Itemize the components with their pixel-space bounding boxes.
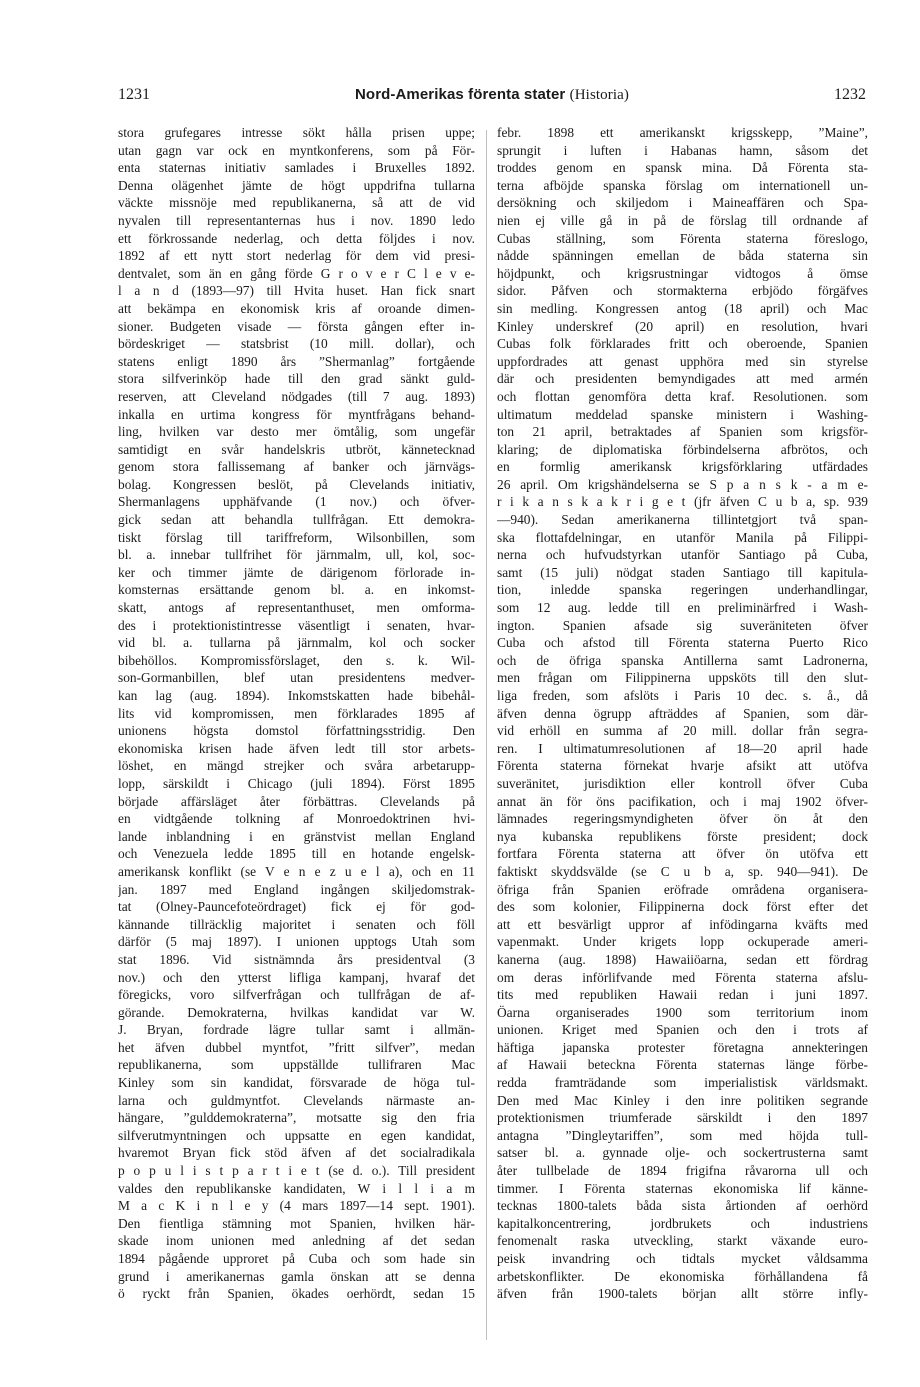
text-line: Cubas folk förklarades fritt och oberoende, Spanien (497, 336, 868, 352)
text-line: löshet, en mängd strejker och svåra arbetarupp- (118, 758, 475, 774)
text-line: ett förkrossande nederlag, och detta följdes i nov. (118, 230, 475, 246)
text-line: häftiga japanska protester företagna annekteringen (497, 1039, 868, 1055)
text-line: reserven, att Cleveland nödgades (till 7 aug. 1893) (118, 388, 475, 404)
text-line: och flottan genomföra detta kraf. Resolutionen. som (497, 388, 868, 404)
column-divider (486, 130, 487, 1340)
text-line: af Hawaii beteckna Förenta staternas länge förbe- (497, 1057, 868, 1073)
text-line: kanerna (aug. 1898) Hawaiiöarna, sedan ett fördrag (497, 951, 868, 967)
text-line: bibehöllos. Kompromissförslaget, den s. k. Wil- (118, 652, 475, 668)
text-line: annat än för öns pacifikation, och i maj 1902 öfver- (497, 793, 868, 809)
text-line: Den fientliga stämning mot Spanien, hvilken här- (118, 1215, 475, 1231)
text-line: en vidtgående tolkning af Monroedoktrinen hvi- (118, 811, 475, 827)
text-line: enta staternas initiativ samlades i Bruxelles 1892. (118, 160, 475, 176)
text-line: fenomenalt raska utveckling, starkt växande euro- (497, 1233, 868, 1249)
text-line: dersökning och skiljedom i Maineaffären och Spa- (497, 195, 868, 211)
left-text-column (118, 124, 475, 1303)
text-line: unionen. Kriget med Spanien och den i trots af (497, 1022, 868, 1038)
text-line: republikanerna, som uppställde tullifraren Mac (118, 1057, 475, 1073)
text-line: samtidigt en svår handelskris utbröt, kännetecknad (118, 441, 475, 457)
text-line: nien ej ville gå in på de förslag till ordnande af (497, 212, 868, 228)
text-line: bl. a. innebar tullfrihet för järnmalm, ull, kol, soc- (118, 547, 475, 563)
title-main: Nord-Amerikas förenta stater (355, 86, 566, 103)
text-line: troddes genom en spansk mina. Då Förenta sta- (497, 160, 868, 176)
text-line: skade inom unionen med anledning af det sedan (118, 1233, 475, 1249)
text-line: sioner. Budgeten visade — första gången efter in- (118, 318, 475, 334)
text-line: larna och guldmyntfot. Clevelands närmaste an- (118, 1092, 475, 1108)
text-line: att ett besvärligt uppror af infödingarna kväfts med (497, 916, 868, 932)
text-line: dentvalet, som än en gång förde G r o v e r C l e v e- (118, 265, 475, 281)
text-line: het äfven dubbel myntfot, ”fritt silfver”, medan (118, 1039, 475, 1055)
text-line: tiskt förslag till tariffreform, Wilsonbillen, som (118, 529, 475, 545)
text-line: grund i amerikanernas gamla önskan att se denna (118, 1268, 475, 1284)
text-line: timmer. I Förenta staternas ekonomiska lif känne- (497, 1180, 868, 1196)
text-line: Shermanlagens upphäfvande (1 nov.) och öfver- (118, 494, 475, 510)
text-line: klaring; de diplomatiska förbindelserna afbrötos, och (497, 441, 868, 457)
text-line: genom stora fallissemang af banker och järnvägs- (118, 459, 475, 475)
text-line: som 12 aug. ledde till en preliminärfred i Wash- (497, 600, 868, 616)
text-line: son-Gormanbillen, blef utan presidentens medver- (118, 670, 475, 686)
text-line: där och presidenten bemyndigades att med armén (497, 371, 868, 387)
text-line: äfven från 1900-talets början allt större infly- (497, 1286, 868, 1302)
text-line: och de öfriga spanska Antillerna samt Ladronerna, (497, 652, 868, 668)
text-line: ekonomiska krisen hade äfven ledt till stor arbets- (118, 740, 475, 756)
text-line: suveränitet, jurisdiktion eller kontroll öfver Cuba (497, 775, 868, 791)
text-line: började affärsläget åter förbättras. Clevelands på (118, 793, 475, 809)
text-line: febr. 1898 ett amerikanskt krigsskepp, ”Maine”, (497, 125, 868, 140)
text-line: inkalla en urtima kongress för myntfrågans behand- (118, 406, 475, 422)
text-line: Den med Mac Kinley i den inre politiken segrande (497, 1092, 868, 1108)
text-line: 1892 af ett nytt stort nederlag för dem vid presi- (118, 248, 475, 264)
text-line: vapenmakt. Under krigets lopp ockuperade ameri- (497, 934, 868, 950)
text-line: Förenta staterna förnekat hvarje afsikt att utöfva (497, 758, 868, 774)
text-line: sin medling. Kongressen antog (18 april) och Mac (497, 300, 868, 316)
text-line: des i protektionistintresse väsentligt i senaten, hvar- (118, 617, 475, 633)
text-line: ling, hvilken var desto mer ömtålig, som ungefär (118, 424, 475, 440)
text-line: Öarna organiserades 1900 som territorium inom (497, 1004, 868, 1020)
text-line: stora silfverinköp hade till den grad sänkt guld- (118, 371, 475, 387)
text-line: lopp, särskildt i Chicago (juli 1894). Först 1895 (118, 775, 475, 791)
text-line: Cubas ställning, som Förenta staterna föreslogo, (497, 230, 868, 246)
text-line: därför (5 maj 1897). I unionen upptogs Utah som (118, 934, 475, 950)
text-line: utan gagn var ock en myntkonferens, som på För- (118, 142, 475, 158)
text-line: nyvalen till representanternas hus i nov. 1890 ledo (118, 212, 475, 228)
text-line: sprungit i luften i Habanas hamn, såsom det (497, 142, 868, 158)
text-line: r i k a n s k a k r i g e t (jfr äfven C u b a, sp. 939 (497, 494, 868, 510)
text-line: silfverutmyntningen och uppsatte en egen kandidat, (118, 1127, 475, 1143)
text-line: p o p u l i s t p a r t i e t (se d. o.). Till president (118, 1163, 475, 1179)
text-line: des som kolonier, Filippinerna dock först efter det (497, 899, 868, 915)
text-line: ö ryckt från Spanien, ökades oerhördt, sedan 15 (118, 1286, 475, 1302)
text-line: nya kubanska republikens förste president; dock (497, 828, 868, 844)
text-line: redda framträdande som imperialistisk världsmakt. (497, 1075, 868, 1091)
text-line: kännande tillräcklig majoritet i senaten och föll (118, 916, 475, 932)
text-line: tecknas 1800-talets båda sista årtionden af oerhörd (497, 1198, 868, 1214)
text-line: ultimatum meddelad spanske ministern i Washing- (497, 406, 868, 422)
text-line: stora grufegares intresse sökt hålla prisen uppe; (118, 125, 475, 140)
text-line: 1894 pågående upproret på Cuba och som hade sin (118, 1251, 475, 1266)
text-line: vid erhöll en summa af 20 mill. dollar från segra- (497, 723, 868, 739)
text-line: lämnades regeringsmyndigheten öfver ön åt den (497, 811, 868, 827)
text-line: hvaremot Bryan fick stöd äfven af det socialradikala (118, 1145, 475, 1161)
text-line: bördeskriget — statsbrist (10 mill. dollar), och (118, 336, 475, 352)
text-line: jan. 1897 med England ingången skiljedomstrak- (118, 881, 475, 897)
text-line: ington. Spanien afsade sig suveräniteten öfver (497, 617, 868, 633)
page-number-left: 1231 (118, 86, 150, 103)
text-line: lande inblandning i en gränstvist mellan England (118, 828, 475, 844)
text-line: uppfordrades att genast upphöra med sin styrelse (497, 353, 868, 369)
title-subtitle: (Historia) (569, 87, 629, 103)
text-line: föregicks, voro silfverfrågan och tullfrågan de af- (118, 987, 475, 1003)
text-line: fortfara Förenta staterna att öfver ön utöfva ett (497, 846, 868, 862)
text-line: protektionismen triumferade särskildt i den 1897 (497, 1110, 868, 1126)
text-line: skatt, antogs af representanthuset, men omforma- (118, 600, 475, 616)
text-line: gick sedan att behandla tullfrågan. Ett demokra- (118, 512, 475, 528)
text-line: men frågan om Filippinerna uppsköts till den slut- (497, 670, 868, 686)
text-line: väckte missnöje med republikanerna, så att de vid (118, 195, 475, 211)
text-line: peisk invandring och tidtals mycket våldsamma (497, 1251, 868, 1266)
text-line: l a n d (1893—97) till Hvita huset. Han fick snart (118, 283, 475, 299)
text-line: antagna ”Dingleytariffen”, som med höjda tull- (497, 1127, 868, 1143)
text-line: ton 21 april, betraktades af Spanien som krigsför- (497, 424, 868, 440)
text-line: nov.) och den ytterst lifliga kampanj, hvaraf det (118, 969, 475, 985)
text-line: åter tullbelade de 1894 frigifna råvarorna ull och (497, 1163, 868, 1179)
text-line: öfriga från Spanien eröfrade områdena organisera- (497, 881, 868, 897)
text-line: —940). Sedan amerikanerna tillintetgjort två span- (497, 512, 868, 528)
text-line: faktiskt skyddsvälde (se C u b a, sp. 940—941). De (497, 863, 868, 879)
text-line: kan lag (aug. 1894). Inkomstskatten hade bibehål- (118, 688, 475, 703)
text-line: komsternas ersättande genom bl. a. en inkomst- (118, 582, 475, 598)
text-line: stat 1896. Vid sistnämnda års presidentval (3 (118, 951, 475, 967)
text-line: ker och timmer jämte de därigenom förlorade in- (118, 564, 475, 580)
text-line: äfven denna ögrupp afträddes af Spanien, som där- (497, 705, 868, 721)
text-line: 26 april. Om krigshändelserna se S p a n s k - a m e- (497, 476, 868, 492)
text-line: terna afböjde spanska förslag om internationell un- (497, 177, 868, 193)
right-text-column (497, 124, 868, 1303)
text-line: Kinley underskref (20 april) en resolution, hvari (497, 318, 868, 334)
text-line: ren. I ultimatumresolutionen af 18—20 april hade (497, 740, 868, 756)
text-line: amerikansk konflikt (se V e n e z u e l a), och en 11 (118, 863, 475, 879)
page-number-right: 1232 (834, 86, 866, 103)
text-line: Kinley som sin kandidat, försvarade de höga tul- (118, 1075, 475, 1091)
text-line: ska flottafdelningar, en utanför Manila på Filippi- (497, 529, 868, 545)
text-line: statens enligt 1890 års ”Shermanlag” fortgående (118, 353, 475, 369)
text-line: en formlig amerikansk krigsförklaring utfärdades (497, 459, 868, 475)
running-title (118, 86, 866, 104)
text-line: M a c K i n l e y (4 mars 1897—14 sept. 1901). (118, 1198, 475, 1214)
page-header (118, 86, 866, 112)
text-line: nerna och hufvudstyrkan utanför Santiago på Cuba, (497, 547, 868, 563)
text-line: kapitalkoncentrering, jordbrukets och industriens (497, 1215, 868, 1231)
text-line: J. Bryan, fordrade lägre tullar samt i allmän- (118, 1022, 475, 1038)
text-line: höjdpunkt, och krigsrustningar vidtogos å ömse (497, 265, 868, 281)
text-line: valdes den republikanske kandidaten, W i l l i a m (118, 1180, 475, 1196)
text-line: samt (15 juli) nödgat staden Santiago till kapitula- (497, 564, 868, 580)
text-line: sidor. Påfven och stormakterna erbjödo förgäfves (497, 283, 868, 299)
text-line: lits vid kompromissen, men förklarades 1895 af (118, 705, 475, 721)
text-line: tion, inledde spanska regeringen underhandlingar, (497, 582, 868, 598)
text-line: satser bl. a. gynnade olje- och sockertrusterna samt (497, 1145, 868, 1161)
text-line: tat (Olney-Pauncefoteördraget) fick ej för god- (118, 899, 475, 915)
text-line: Cuba och afstod till Förenta staterna Puerto Rico (497, 635, 868, 651)
text-line: unionens högsta domstol författningsstridig. Den (118, 723, 475, 739)
text-line: bolag. Kongressen beslöt, på Clevelands initiativ, (118, 476, 475, 492)
text-line: görande. Demokraterna, hvilkas kandidat var W. (118, 1004, 475, 1020)
text-line: liga freden, som afslöts i Paris 10 dec. s. å., då (497, 688, 868, 703)
text-line: Denna olägenhet jämte de högt uppdrifna tullarna (118, 177, 475, 193)
text-line: och Venezuela ledde 1895 till en hotande engelsk- (118, 846, 475, 862)
text-line: att bekämpa en ekonomisk kris af oroande dimen- (118, 300, 475, 316)
text-line: nådde spänningen emellan de båda staterna sin (497, 248, 868, 264)
text-line: hängare, ”gulddemokraterna”, motsatte sig den fria (118, 1110, 475, 1126)
text-line: tits med republiken Hawaii redan i juni 1897. (497, 987, 868, 1003)
text-line: arbetskonflikter. De ekonomiska förhållandena få (497, 1268, 868, 1284)
text-line: om deras införlifvande med Förenta staterna afslu- (497, 969, 868, 985)
text-line: vid bl. a. tullarna på järnmalm, kol och socker (118, 635, 475, 651)
